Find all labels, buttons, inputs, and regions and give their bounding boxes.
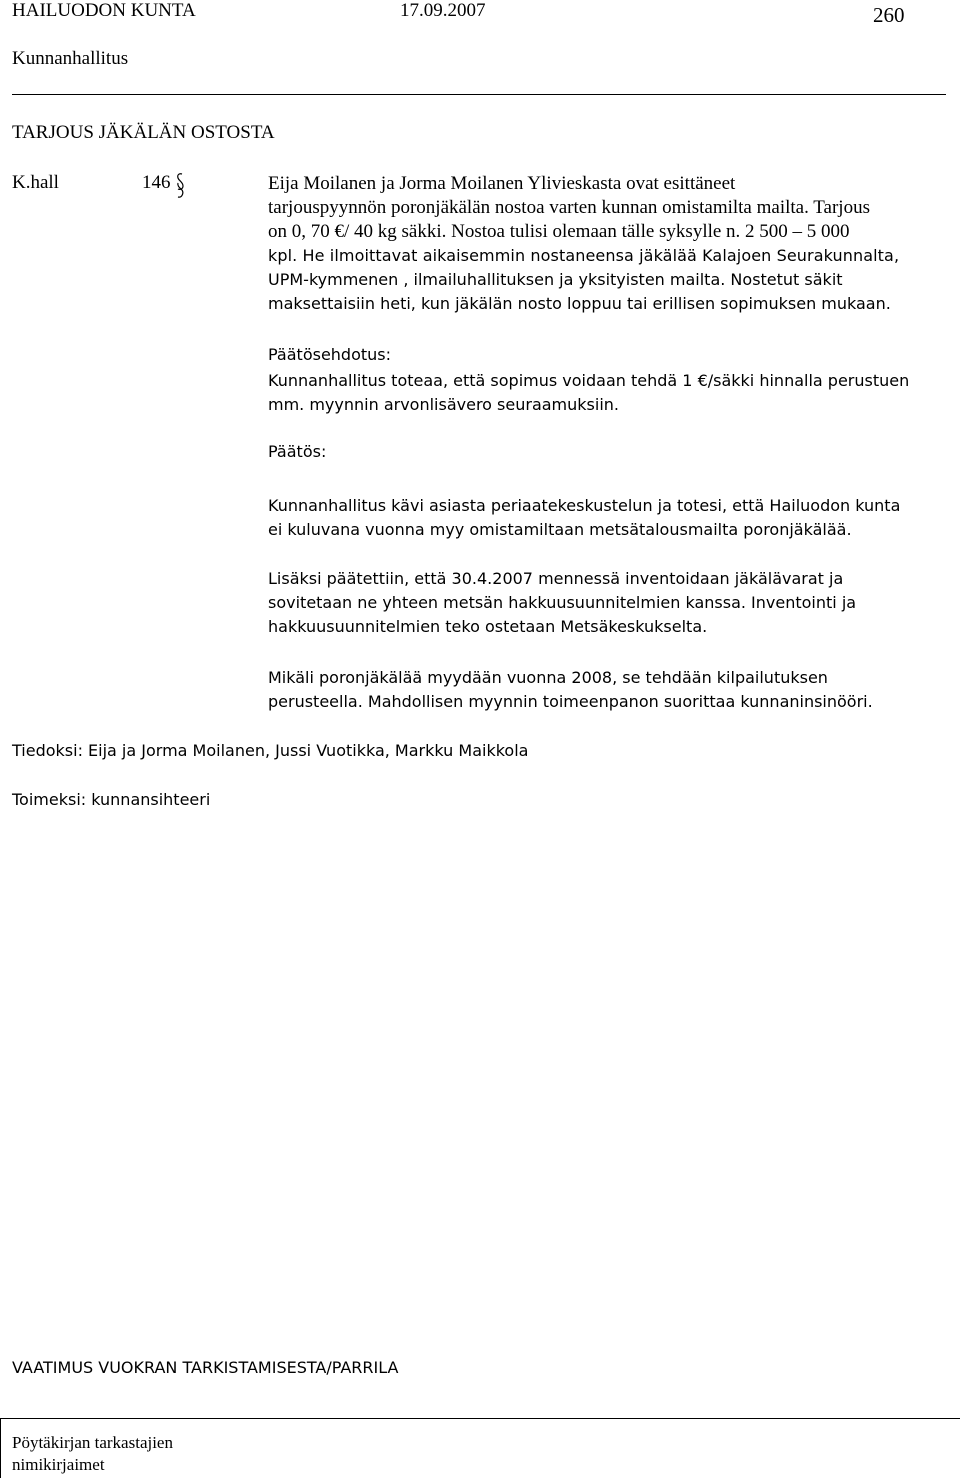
header-date: 17.09.2007	[400, 0, 486, 21]
decision-line: sovitetaan ne yhteen metsän hakkuusuunnitelmien kanssa. Inventointi ja	[268, 593, 857, 612]
decision-paragraph-1	[268, 494, 958, 542]
action-line: Toimeksi: kunnansihteeri	[12, 790, 211, 809]
intro-line: maksettaisiin heti, kun jäkälän nosto loppuu tai erillisen sopimuksen mukaan.	[268, 294, 891, 313]
notice-line: Tiedoksi: Eija ja Jorma Moilanen, Jussi Vuotikka, Markku Maikkola	[12, 741, 529, 760]
header-body: Kunnanhallitus	[12, 48, 129, 69]
proposal-line: mm. myynnin arvonlisävero seuraamuksiin.	[268, 395, 619, 414]
decision-line: hakkuusuunnitelmien teko ostetaan Metsäkeskukselta.	[268, 617, 708, 636]
proposal-line: Kunnanhallitus toteaa, että sopimus voidaan tehdä 1 €/säkki hinnalla perustuen	[268, 371, 910, 390]
intro-line: tarjouspyynnön poronjäkälän nostoa varten kunnan omistamilta mailta. Tarjous	[268, 197, 870, 218]
decision-line: ei kuluvana vuonna myy omistamiltaan metsätalousmailta poronjäkälää.	[268, 520, 852, 539]
intro-line: UPM-kymmenen , ilmailuhallituksen ja yksityisten mailta. Nostetut säkit	[268, 270, 843, 289]
section-title: TARJOUS JÄKÄLÄN OSTOSTA	[12, 122, 275, 143]
intro-line: on 0, 70 €/ 40 kg säkki. Nostoa tulisi olemaan tälle syksylle n. 2 500 – 5 000	[268, 221, 850, 242]
intro-line: kpl. He ilmoittavat aikaisemmin nostaneensa jäkälää Kalajoen Seurakunnalta,	[268, 246, 900, 265]
decision-paragraph-3	[268, 666, 958, 714]
footer-rule	[0, 1418, 960, 1419]
section-sign-icon	[174, 171, 186, 201]
decision-line: Kunnanhallitus kävi asiasta periaatekeskustelun ja totesi, että Hailuodon kunta	[268, 496, 901, 515]
page-number: 260	[873, 3, 905, 27]
intro-paragraph	[268, 172, 958, 316]
ref-number: 146	[142, 172, 171, 193]
header-rule	[12, 94, 946, 95]
decision-label: Päätös:	[268, 442, 327, 461]
footer-left-border	[0, 1419, 1, 1478]
decision-line: Mikäli poronjäkälää myydään vuonna 2008, se tehdään kilpailutuksen	[268, 668, 828, 687]
proposal-paragraph	[268, 369, 958, 417]
decision-line: Lisäksi päätettiin, että 30.4.2007 mennessä inventoidaan jäkälävarat ja	[268, 569, 844, 588]
intro-line: Eija Moilanen ja Jorma Moilanen Ylivieskasta ovat esittäneet	[268, 173, 736, 194]
decision-paragraph-2	[268, 567, 958, 639]
proposal-label: Päätösehdotus:	[268, 345, 392, 364]
footer-signature-label: Pöytäkirjan tarkastajien nimikirjaimet	[12, 1433, 173, 1474]
next-section-title: VAATIMUS VUOKRAN TARKISTAMISESTA/PARRILA	[12, 1358, 399, 1377]
decision-line: perusteella. Mahdollisen myynnin toimeenpanon suorittaa kunnaninsinööri.	[268, 692, 873, 711]
ref-label: K.hall	[12, 172, 59, 193]
header-org: HAILUODON KUNTA	[12, 0, 196, 21]
